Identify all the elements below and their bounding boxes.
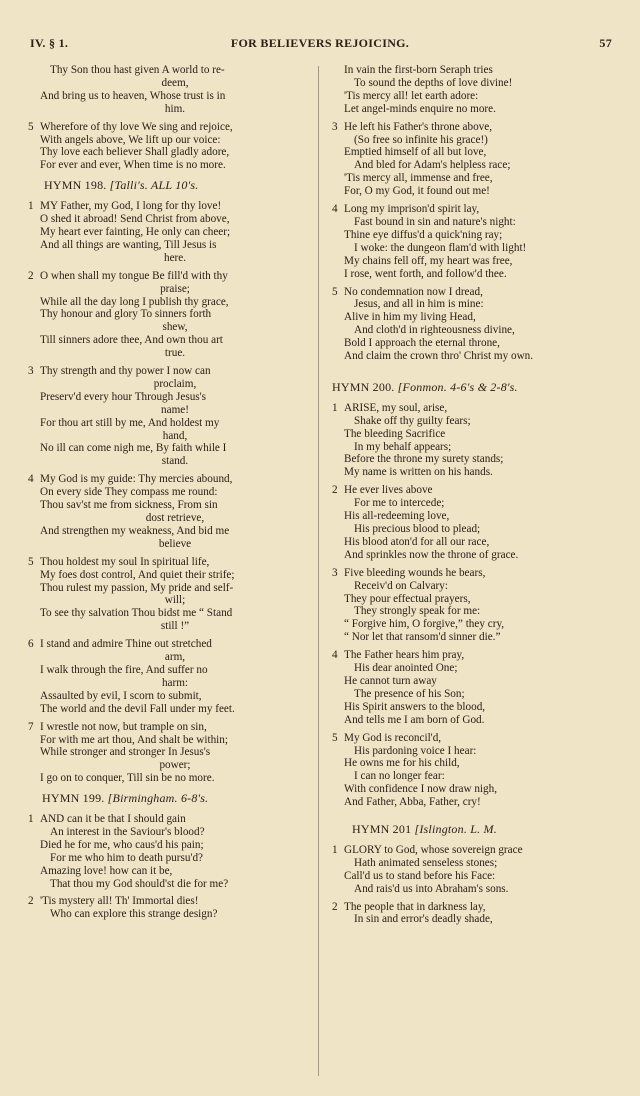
verse-line: “ Forgive him, O forgive,” they cry, — [344, 618, 505, 631]
verse-line: hand, — [162, 429, 188, 442]
verse-line: I wrestle not now, but trample on sin, — [40, 720, 207, 733]
verse — [332, 484, 612, 561]
verse-line: My God is reconcil'd, — [344, 731, 442, 744]
verse-line: Hath animated senseless stones; — [354, 856, 498, 869]
verse-line: Before the throne my surety stands; — [344, 453, 504, 466]
hymn-tune-meter: [Birmingham. 6-8's. — [107, 791, 209, 806]
verse — [28, 200, 310, 265]
page-number: 57 — [599, 36, 612, 50]
verse — [332, 567, 612, 644]
hymn-number: HYMN 198. — [44, 178, 107, 193]
verse-line: They strongly speak for me: — [354, 605, 481, 618]
verse-line: 'Tis mercy all, immense and free, — [344, 172, 493, 185]
verse-number: 5 — [332, 285, 338, 298]
verse-line: “ Nor let that ransom'd sinner die.” — [344, 631, 501, 644]
verse-line: MY Father, my God, I long for thy love! — [40, 200, 222, 213]
verse-line: And sprinkles now the throne of grace. — [344, 548, 519, 561]
verse-number: 5 — [332, 731, 338, 744]
verse-line: stand. — [161, 455, 189, 468]
verse — [332, 402, 612, 479]
verse-line: An interest in the Saviour's blood? — [50, 825, 205, 838]
verse — [28, 556, 310, 633]
verse-line: proclaim, — [153, 377, 197, 390]
verse-line: Thy strength and thy power I now can — [40, 365, 211, 378]
hymn-number: HYMN 199. — [42, 791, 105, 806]
verse-line: The people that in darkness lay, — [344, 900, 486, 913]
verse-line: here. — [163, 251, 187, 264]
verse-line: I rose, went forth, and follow'd thee. — [344, 267, 507, 280]
verse-line: And tells me I am born of God. — [344, 713, 485, 726]
hymn-heading — [28, 792, 310, 805]
verse-line: shew, — [162, 321, 188, 334]
verse — [332, 121, 612, 198]
verse — [332, 901, 612, 927]
verse-line: Let angel-minds enquire no more. — [344, 102, 496, 115]
verse-line: O shed it abroad! Send Christ from above, — [40, 213, 230, 226]
verse-line: Jesus, and all in him is mine: — [354, 298, 484, 311]
verse-line: With angels above, We lift up our voice: — [40, 133, 221, 146]
verse-line: Thy honour and glory To sinners forth — [40, 308, 212, 321]
verse-line: His dear anointed One; — [354, 662, 458, 675]
verse-line: I walk through the fire, And suffer no — [40, 663, 208, 676]
verse-line: dost retrieve, — [145, 512, 205, 524]
verse — [28, 638, 310, 715]
verse-continued — [28, 64, 310, 116]
verse-line: The bleeding Sacrifice — [344, 427, 446, 440]
verse-number: 4 — [332, 649, 338, 662]
verse-line: While stronger and stronger In Jesus's — [40, 746, 211, 759]
hymn-heading — [332, 381, 612, 394]
verse-number: 1 — [28, 813, 34, 826]
verse-line: Thy Son thou hast given A world to re- — [50, 64, 225, 76]
verse-line: Bold I approach the eternal throne, — [344, 337, 500, 350]
verse-line: 'Tis mystery all! Th' Immortal dies! — [40, 895, 199, 908]
verse-line: His all-redeeming love, — [344, 510, 450, 523]
verse — [332, 844, 612, 896]
verse-line: No condemnation now I dread, — [344, 285, 483, 298]
verse-number: 3 — [28, 365, 34, 378]
verse-line: Thou rulest my passion, My pride and self- — [40, 581, 234, 594]
verse-number: 2 — [28, 269, 34, 282]
right-column — [332, 64, 612, 931]
verse-line: No ill can come nigh me, By faith while I — [40, 442, 227, 455]
verse-line: Long my imprison'd spirit lay, — [344, 203, 480, 216]
verse — [28, 473, 310, 550]
verse-line: Amazing love! how can it be, — [40, 864, 173, 877]
verse-line: And all things are wanting, Till Jesus is — [40, 238, 217, 251]
verse-line: AND can it be that I should gain — [40, 813, 186, 826]
verse-line: 'Tis mercy all! let earth adore: — [344, 89, 479, 102]
verse-line: For thou art still by me, And holdest my — [40, 416, 220, 429]
verse-line: The presence of his Son; — [354, 687, 465, 700]
verse-line: On every side They compass me round: — [40, 486, 218, 499]
verse — [28, 121, 310, 173]
verse-line: Thy love each believer Shall gladly adore, — [40, 146, 230, 159]
verse-line: Thine eye diffus'd a quick'ning ray; — [344, 228, 503, 241]
hymn-heading — [332, 823, 612, 836]
verse-line: true. — [164, 347, 186, 360]
verse-line: For with me art thou, And shalt be within; — [40, 733, 228, 746]
verse-line: Wherefore of thy love We sing and rejoice, — [40, 120, 233, 133]
verse-line: My God is my guide: Thy mercies abound, — [40, 473, 233, 486]
verse — [28, 895, 310, 921]
hymn-tune-meter: [Talli's. ALL 10's. — [109, 178, 199, 193]
verse-line: And cloth'd in righteousness divine, — [354, 324, 515, 337]
verse-line: deem, — [161, 76, 189, 89]
verse-line: His pardoning voice I hear: — [354, 744, 477, 757]
verse — [28, 365, 310, 468]
verse-line: In vain the first-born Seraph tries — [344, 64, 493, 76]
verse-line: He ever lives above — [344, 484, 433, 497]
verse-line: My foes dost control, And quiet their strife; — [40, 568, 235, 581]
verse-line: My chains fell off, my heart was free, — [344, 254, 513, 267]
verse-line: For me to intercede; — [354, 497, 445, 510]
verse-line: I go on to conquer, Till sin be no more. — [40, 772, 215, 785]
verse-line: name! — [161, 403, 189, 416]
verse-line: (So free so infinite his grace!) — [354, 133, 488, 146]
running-header — [28, 36, 612, 56]
verse-line: He left his Father's throne above, — [344, 120, 493, 133]
verse-line: arm, — [164, 651, 186, 664]
verse-number: 2 — [332, 900, 338, 913]
hymn-tune-meter: [Fonmon. 4-6's & 2-8's. — [397, 379, 518, 394]
verse-line: While all the day long I publish thy grace, — [40, 295, 229, 308]
verse-line: In my behalf appears; — [354, 440, 452, 453]
verse-number: 2 — [28, 895, 34, 908]
verse-line: Thou sav'st me from sickness, From sin — [40, 499, 218, 512]
verse-line: That thou my God should'st die for me? — [50, 877, 229, 890]
verse-line: Till sinners adore thee, And own thou art — [40, 334, 223, 347]
verse — [28, 270, 310, 360]
verse-line: will; — [164, 594, 186, 607]
verse-line: For me who him to death pursu'd? — [50, 851, 204, 864]
verse-line: To see thy salvation Thou bidst me “ Stand — [40, 607, 233, 620]
verse-line: Alive in him my living Head, — [344, 311, 476, 324]
verse-number: 2 — [332, 484, 338, 497]
verse-number: 4 — [28, 473, 34, 486]
verse-number: 4 — [332, 203, 338, 216]
hymn-heading — [28, 179, 310, 192]
verse-line: Emptied himself of all but love, — [344, 146, 487, 159]
verse-line: Shake off thy guilty fears; — [354, 414, 471, 427]
verse-line: In sin and error's deadly shade, — [354, 913, 493, 926]
verse-line: Call'd us to stand before his Face: — [344, 869, 496, 882]
verse-number: 1 — [332, 843, 338, 856]
verse-line: believe — [158, 537, 192, 550]
running-title: FOR BELIEVERS REJOICING. — [230, 36, 410, 50]
verse-line: My heart ever fainting, He only can cheer; — [40, 225, 231, 238]
verse-line: The Father hears him pray, — [344, 649, 465, 662]
verse-line: harm: — [161, 676, 189, 689]
verse-line: And Father, Abba, Father, cry! — [344, 796, 481, 809]
verse-line: praise; — [160, 282, 190, 295]
verse-line: His Spirit answers to the blood, — [344, 700, 486, 713]
verse-number: 5 — [28, 555, 34, 568]
hymn-tune-meter: [Islington. L. M. — [414, 822, 497, 837]
verse — [332, 649, 612, 726]
verse-line: O when shall my tongue Be fill'd with thy — [40, 269, 228, 282]
verse-line: The world and the devil Fall under my feet. — [40, 702, 235, 715]
verse-line: Receiv'd on Calvary: — [354, 579, 448, 592]
section-mark: IV. § 1. — [30, 36, 69, 50]
verse — [332, 203, 612, 280]
verse-line: Preserv'd every hour Through Jesus's — [40, 390, 207, 403]
verse-line: Assaulted by evil, I scorn to submit, — [40, 689, 202, 702]
verse-line: For, O my God, it found out me! — [344, 185, 490, 198]
verse-number: 3 — [332, 566, 338, 579]
left-column — [28, 64, 310, 926]
verse-line: For ever and ever, When time is no more. — [40, 159, 226, 172]
verse-line: And rais'd us into Abraham's sons. — [354, 882, 509, 895]
verse-line: GLORY to God, whose sovereign grace — [344, 843, 523, 856]
verse-line: My name is written on his hands. — [344, 466, 493, 479]
verse-line: I stand and admire Thine out stretched — [40, 638, 212, 651]
column-divider — [318, 66, 319, 1076]
verse-line: And claim the crown thro' Christ my own. — [344, 350, 534, 363]
verse-line: And strengthen my weakness, And bid me — [40, 524, 230, 537]
verse-number: 1 — [28, 200, 34, 213]
verse-number: 1 — [332, 401, 338, 414]
verse — [332, 286, 612, 363]
verse-line: power; — [159, 759, 191, 772]
verse-number: 3 — [332, 120, 338, 133]
verse-line: ARISE, my soul, arise, — [344, 401, 448, 414]
verse-line: Fast bound in sin and nature's night: — [354, 215, 516, 228]
hymn-number: HYMN 201 — [352, 822, 412, 837]
verse-line: He cannot turn away — [344, 674, 437, 687]
verse-line: And bled for Adam's helpless race; — [354, 159, 511, 172]
verse-line: His blood aton'd for all our race, — [344, 535, 490, 548]
verse-line: To sound the depths of love divine! — [354, 76, 513, 89]
verse-number: 7 — [28, 720, 34, 733]
verse — [28, 721, 310, 786]
verse-line: He owns me for his child, — [344, 757, 460, 770]
verse-line: Who can explore this strange design? — [50, 908, 218, 921]
verse-line: Died he for me, who caus'd his pain; — [40, 838, 204, 851]
verse — [28, 813, 310, 890]
verse-line: His precious blood to plead; — [354, 523, 481, 535]
hymn-number: HYMN 200. — [332, 379, 395, 394]
verse — [332, 732, 612, 809]
verse-line: They pour effectual prayers, — [344, 592, 471, 605]
verse-line: him. — [164, 102, 186, 115]
verse-number: 5 — [28, 120, 34, 133]
verse-line: Five bleeding wounds he bears, — [344, 566, 486, 579]
verse-line: And bring us to heaven, Whose trust is in — [40, 89, 226, 102]
verse-number: 6 — [28, 638, 34, 651]
verse-continued — [332, 64, 612, 116]
verse-line: still !” — [160, 620, 190, 633]
verse-line: I can no longer fear: — [354, 770, 445, 783]
verse-line: I woke: the dungeon flam'd with light! — [354, 241, 527, 254]
verse-line: Thou holdest my soul In spiritual life, — [40, 555, 210, 568]
verse-line: With confidence I now draw nigh, — [344, 783, 498, 796]
